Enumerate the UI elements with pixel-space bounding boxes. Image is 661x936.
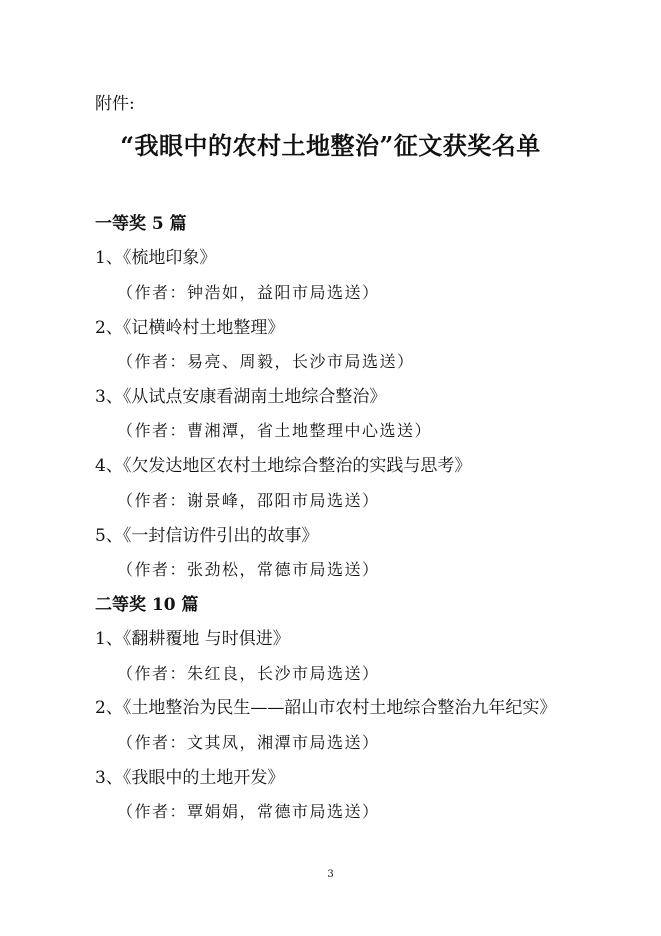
section-heading-second-prize: 二等奖 10 篇: [95, 595, 199, 615]
page-title: “我眼中的农村土地整治”征文获奖名单: [120, 131, 541, 160]
entry-author: （作者：覃娟娟，常德市局选送）: [117, 802, 380, 821]
entry-title: 2、《记横岭村土地整理》: [95, 318, 285, 338]
page-number: 3: [327, 869, 334, 880]
entry-author: （作者：文其凤，湘潭市局选送）: [117, 733, 380, 752]
entry-title: 1、《翻耕覆地 与时俱进》: [95, 629, 290, 649]
entry-title: 5、《一封信访件引出的故事》: [95, 526, 319, 546]
entry-author: （作者：朱红良，长沙市局选送）: [117, 664, 380, 683]
entry-author: （作者：钟浩如，益阳市局选送）: [117, 283, 380, 302]
entry-title: 2、《土地整治为民生——韶山市农村土地综合整治九年纪实》: [95, 698, 557, 718]
entry-author: （作者：易亮、周毅，长沙市局选送）: [117, 352, 415, 371]
entry-title: 3、《我眼中的土地开发》: [95, 768, 285, 788]
entry-author: （作者：谢景峰，邵阳市局选送）: [117, 491, 380, 510]
entry-title: 1、《梳地印象》: [95, 248, 217, 268]
section-heading-first-prize: 一等奖 5 篇: [95, 214, 187, 234]
entry-author: （作者：曹湘潭，省土地整理中心选送）: [117, 421, 433, 440]
entry-title: 4、《欠发达地区农村土地综合整治的实践与思考》: [95, 456, 472, 476]
attachment-label: 附件:: [95, 94, 135, 114]
entry-title: 3、《从试点安康看湖南土地综合整治》: [95, 387, 387, 407]
entry-author: （作者：张劲松，常德市局选送）: [117, 560, 380, 579]
